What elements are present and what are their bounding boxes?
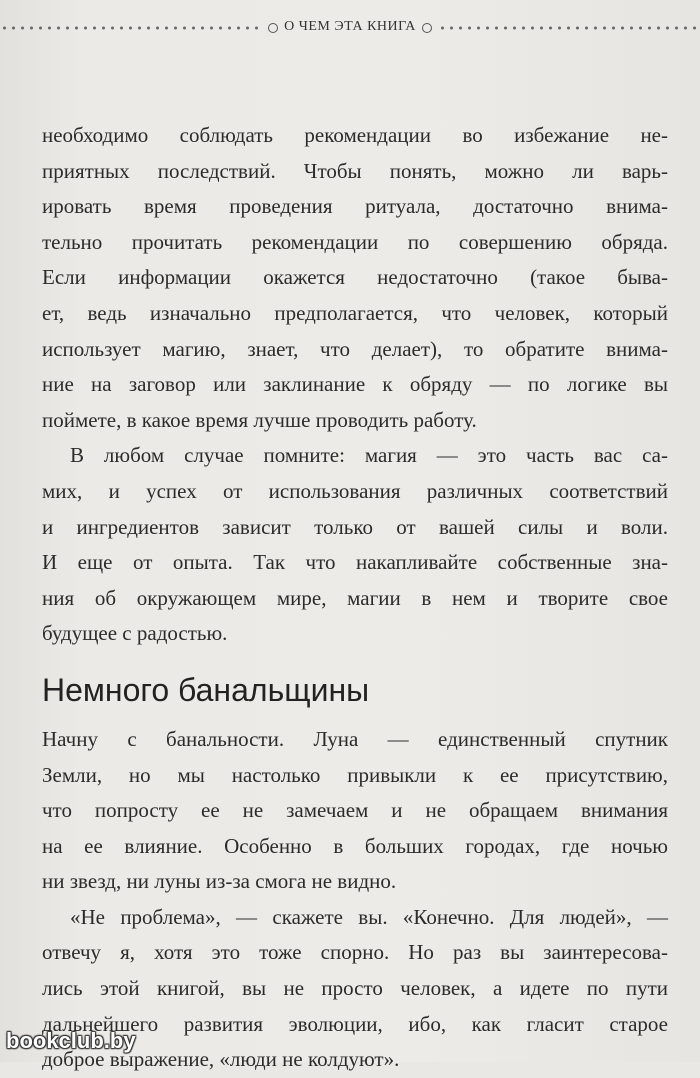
text-line: ировать время проведения ритуала, достаточно внима- bbox=[42, 194, 668, 219]
body-text bbox=[42, 118, 668, 1078]
text-line: будущее с радостью. bbox=[42, 621, 228, 646]
text-line: Если информации окажется недостаточно (такое быва- bbox=[42, 265, 668, 290]
text-line: и ингредиентов зависит только от вашей силы и воли. bbox=[42, 514, 668, 539]
text-line: тельно прочитать рекомендации по совершению обряда. bbox=[42, 229, 668, 254]
text-line: приятных последствий. Чтобы понять, можно ли варь- bbox=[42, 158, 668, 183]
text-line: отвечу я, хотя это тоже спорно. Но раз вы заинтересова- bbox=[42, 940, 668, 965]
text-line: В любом случае помните: магия — это часть вас са- bbox=[70, 443, 668, 468]
paragraph bbox=[42, 118, 668, 438]
text-line: использует магию, знает, что делает), то обратите внима- bbox=[42, 336, 668, 361]
text-line: поймете, в какое время лучше проводить работу. bbox=[42, 407, 477, 432]
text-line: Начну с банальности. Луна — единственный спутник bbox=[42, 726, 668, 751]
text-line: ние на заговор или заклинание к обряду — по логике вы bbox=[42, 372, 668, 397]
text-line: необходимо соблюдать рекомендации во избежание не- bbox=[42, 123, 668, 147]
running-title: О ЧЕМ ЭТА КНИГА bbox=[284, 19, 416, 34]
paragraph bbox=[42, 722, 668, 900]
ring-ornament-right-icon bbox=[422, 23, 432, 33]
text-line: ни звезд, ни луны из-за смога не видно. bbox=[42, 869, 397, 894]
text-line: ет, ведь изначально предполагается, что человек, который bbox=[42, 300, 668, 325]
text-line: доброе выражение, «люди не колдуют». bbox=[42, 1047, 400, 1072]
paragraph bbox=[42, 438, 668, 652]
text-line: что попросту ее не замечаем и не обращаем внимания bbox=[42, 798, 668, 823]
text-line: дальнейшего развития эволюции, ибо, как гласит старое bbox=[42, 1011, 668, 1036]
section-heading: Немного банальщины bbox=[42, 671, 370, 708]
text-line: Земли, но мы настолько привыкли к ее присутствию, bbox=[42, 762, 668, 787]
dotted-rule-right bbox=[438, 26, 700, 30]
text-line: лись этой книгой, вы не просто человек, а идете по пути bbox=[42, 976, 668, 1001]
text-line: мих, и успех от использования различных соответствий bbox=[42, 478, 668, 503]
watermark: bookclub.by bbox=[6, 1028, 136, 1053]
text-line: на ее влияние. Особенно в больших городах, где ночью bbox=[42, 833, 668, 858]
text-line: И еще от опыта. Так что накапливайте собственные зна- bbox=[42, 550, 668, 575]
running-head bbox=[0, 14, 700, 40]
text-line: ния об окружающем мире, магии в нем и творите свое bbox=[42, 585, 668, 610]
text-line: «Не проблема», — скажете вы. «Конечно. Для людей», — bbox=[70, 904, 668, 929]
